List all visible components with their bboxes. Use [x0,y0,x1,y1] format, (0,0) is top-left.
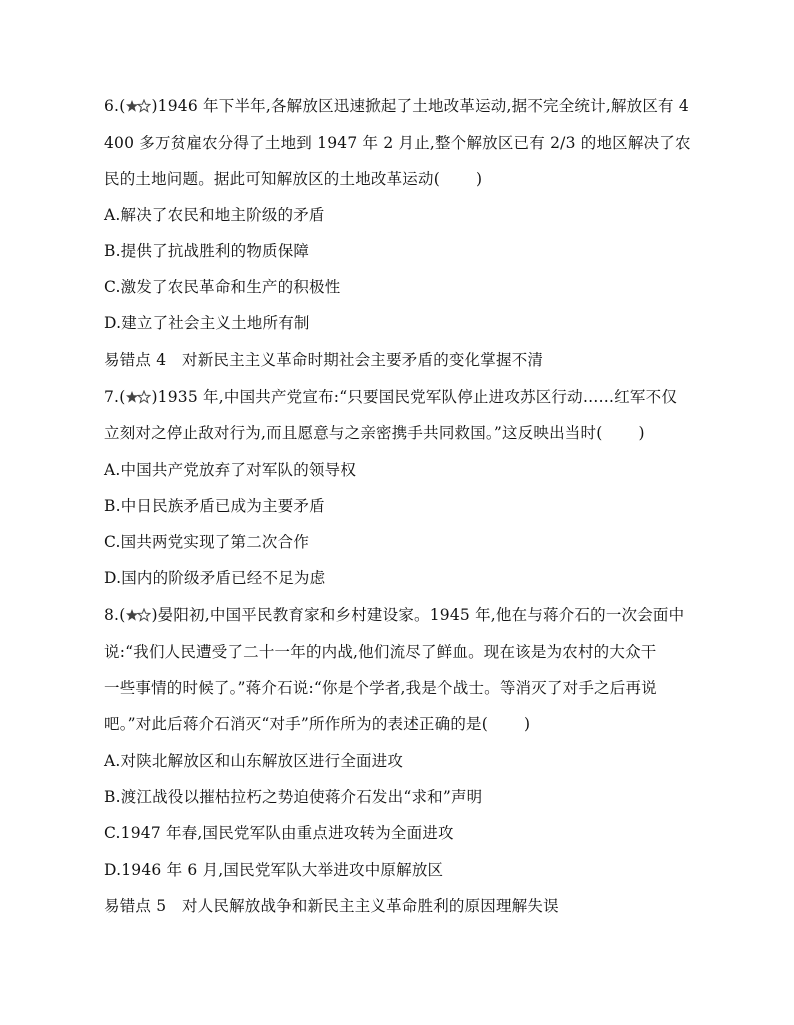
q7-line-1 [104,387,704,407]
q8-option-b: B.渡江战役以摧枯拉朽之势迫使蒋介石发出“求和”声明 [104,788,483,806]
q6-line-1 [104,96,704,116]
q8-option-a: A.对陕北解放区和山东解放区进行全面进攻 [104,752,404,770]
section-5-heading: 易错点 5 对人民解放战争和新民主主义革命胜利的原因理解失误 [104,897,559,915]
q7-option-c: C.国共两党实现了第二次合作 [104,533,310,551]
q8-line-3: 一些事情的时候了。”蒋介石说:“你是个学者,我是个战士。等消灭了对手之后再说 [104,679,657,697]
q7-line-2: 立刻对之停止敌对行为,而且愿意与之亲密携手共同救国。”这反映出当时( ) [104,424,645,442]
q7-text-1: )1935 年,中国共产党宣布:“只要国民党军队停止进攻苏区行动……红军不仅 [151,388,678,406]
star-rating-icon [125,99,151,113]
q7-option-d: D.国内的阶级矛盾已经不足为虑 [104,569,326,587]
q6-option-b: B.提供了抗战胜利的物质保障 [104,242,310,260]
q6-option-a: A.解决了农民和地主阶级的矛盾 [104,206,325,224]
star-rating-icon [125,608,151,622]
q8-option-d: D.1946 年 6 月,国民党军队大举进攻中原解放区 [104,861,444,879]
q7-option-a: A.中国共产党放弃了对军队的领导权 [104,461,357,479]
section-4-heading: 易错点 4 对新民主主义革命时期社会主要矛盾的变化掌握不清 [104,351,544,369]
q6-line-3: 民的土地问题。据此可知解放区的土地改革运动( ) [104,170,483,188]
star-rating-icon [125,390,151,404]
q8-line-4: 吧。”对此后蒋介石消灭“对手”所作所为的表述正确的是( ) [104,715,531,733]
q6-text-1: )1946 年下半年,各解放区迅速掀起了土地改革运动,据不完全统计,解放区有 4 [151,97,689,115]
q7-number: 7.( [104,388,126,406]
q8-line-2: 说:“我们人民遭受了二十一年的内战,他们流尽了鲜血。现在该是为农村的大众干 [104,643,657,661]
q8-line-1 [104,605,704,625]
q6-option-d: D.建立了社会主义土地所有制 [104,314,310,332]
q8-text-1: )晏阳初,中国平民教育家和乡村建设家。1945 年,他在与蒋介石的一次会面中 [151,606,685,624]
q8-number: 8.( [104,606,126,624]
q8-option-c: C.1947 年春,国民党军队由重点进攻转为全面进攻 [104,824,454,842]
q6-line-2: 400 多万贫雇农分得了土地到 1947 年 2 月止,整个解放区已有 2/3 的地区解决了农 [104,134,691,152]
q7-option-b: B.中日民族矛盾已成为主要矛盾 [104,497,325,515]
q6-number: 6.( [104,97,126,115]
q6-option-c: C.激发了农民革命和生产的积极性 [104,278,341,296]
